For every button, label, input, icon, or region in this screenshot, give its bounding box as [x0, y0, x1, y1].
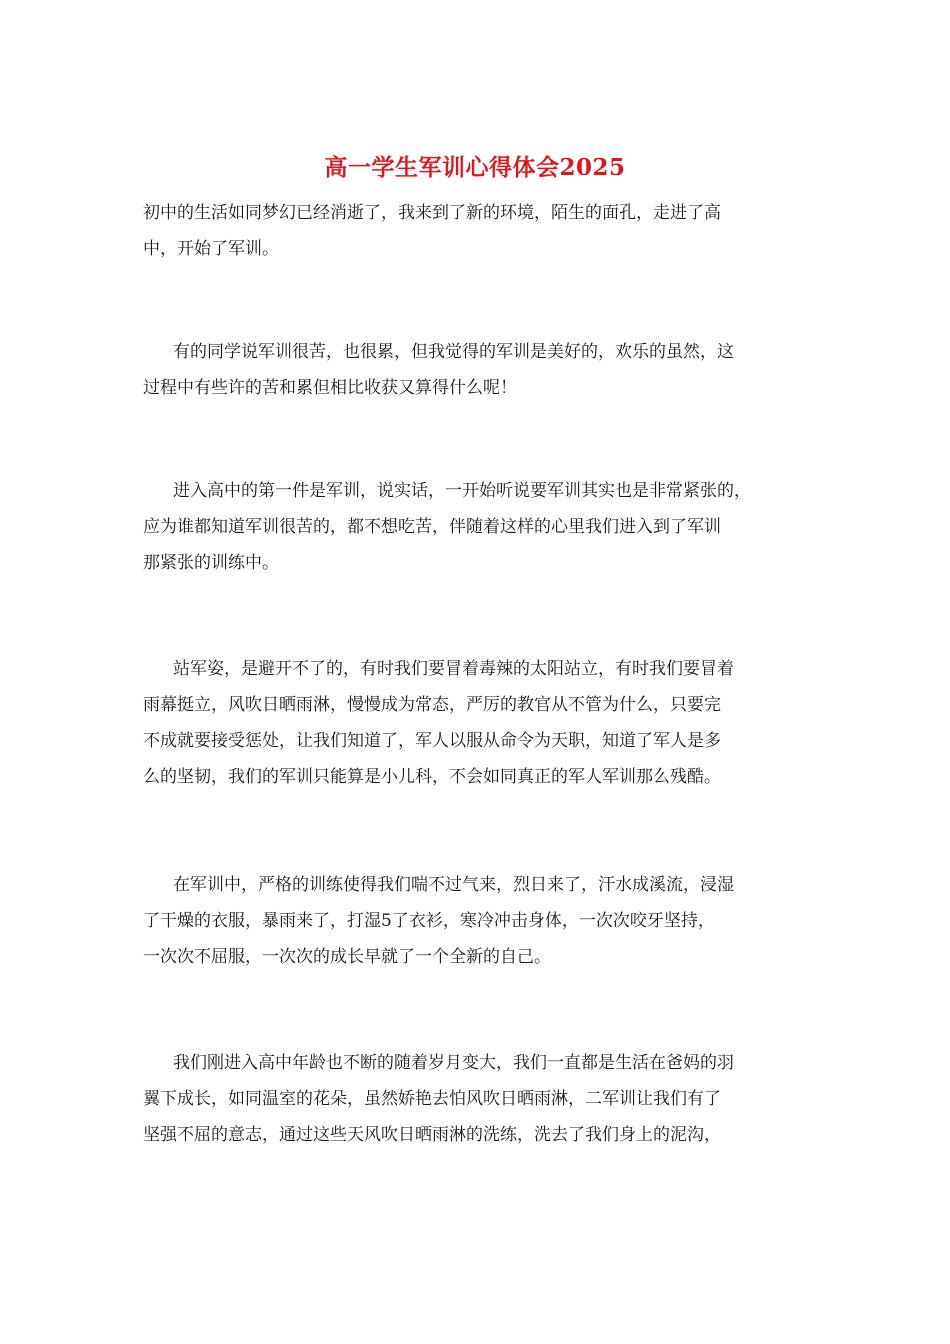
paragraph-line: 在军训中，严格的训练使得我们喘不过气来，烈日来了，汗水成溪流，浸湿: [173, 875, 734, 895]
paragraph-2: [143, 334, 813, 406]
paragraph-line: 么的坚韧，我们的军训只能算是小儿科，不会如同真正的军人军训那么残酷。: [143, 767, 721, 787]
paragraph-line: 应为谁都知道军训很苦的，都不想吃苦，伴随着这样的心里我们进入到了军训: [143, 517, 721, 537]
paragraph-line: 坚强不屈的意志，通过这些天风吹日晒雨淋的洗练，洗去了我们身上的泥沟，: [143, 1125, 721, 1145]
paragraph-line: 不成就要接受惩处，让我们知道了，军人以服从命令为天职，知道了军人是多: [143, 731, 721, 751]
paragraph-line: 翼下成长，如同温室的花朵，虽然娇艳去怕风吹日晒雨淋，二军训让我们有了: [143, 1089, 721, 1109]
paragraph-5: [143, 867, 813, 975]
paragraph-line: 有的同学说军训很苦，也很累，但我觉得的军训是美好的，欢乐的虽然，这: [173, 342, 734, 362]
paragraph-3: [143, 473, 813, 581]
paragraph-4: [143, 651, 813, 795]
paragraph-line: 我们刚进入高中年龄也不断的随着岁月变大，我们一直都是生活在爸妈的羽: [173, 1053, 734, 1073]
document-title: 高一学生军训心得体会2025: [324, 154, 626, 181]
paragraph-line: 了干燥的衣服，暴雨来了，打湿5了衣衫，寒冷冲击身体，一次次咬牙坚持，: [143, 911, 715, 931]
paragraph-line: 那紧张的训练中。: [143, 553, 279, 573]
paragraph-line: 一次次不屈服，一次次的成长早就了一个全新的自己。: [143, 947, 551, 967]
paragraph-6: [143, 1045, 813, 1153]
paragraph-1: [143, 195, 813, 267]
paragraph-line: 雨幕挺立，风吹日晒雨淋，慢慢成为常态，严厉的教官从不管为什么，只要完: [143, 695, 721, 715]
paragraph-line: 进入高中的第一件是军训，说实话，一开始听说要军训其实也是非常紧张的，: [173, 481, 751, 501]
paragraph-line: 初中的生活如同梦幻已经消逝了，我来到了新的环境，陌生的面孔，走进了高: [143, 203, 721, 223]
paragraph-line: 站军姿，是避开不了的，有时我们要冒着毒辣的太阳站立，有时我们要冒着: [173, 659, 734, 679]
paragraph-line: 中，开始了军训。: [143, 239, 279, 259]
paragraph-line: 过程中有些许的苦和累但相比收获又算得什么呢！: [143, 378, 517, 398]
